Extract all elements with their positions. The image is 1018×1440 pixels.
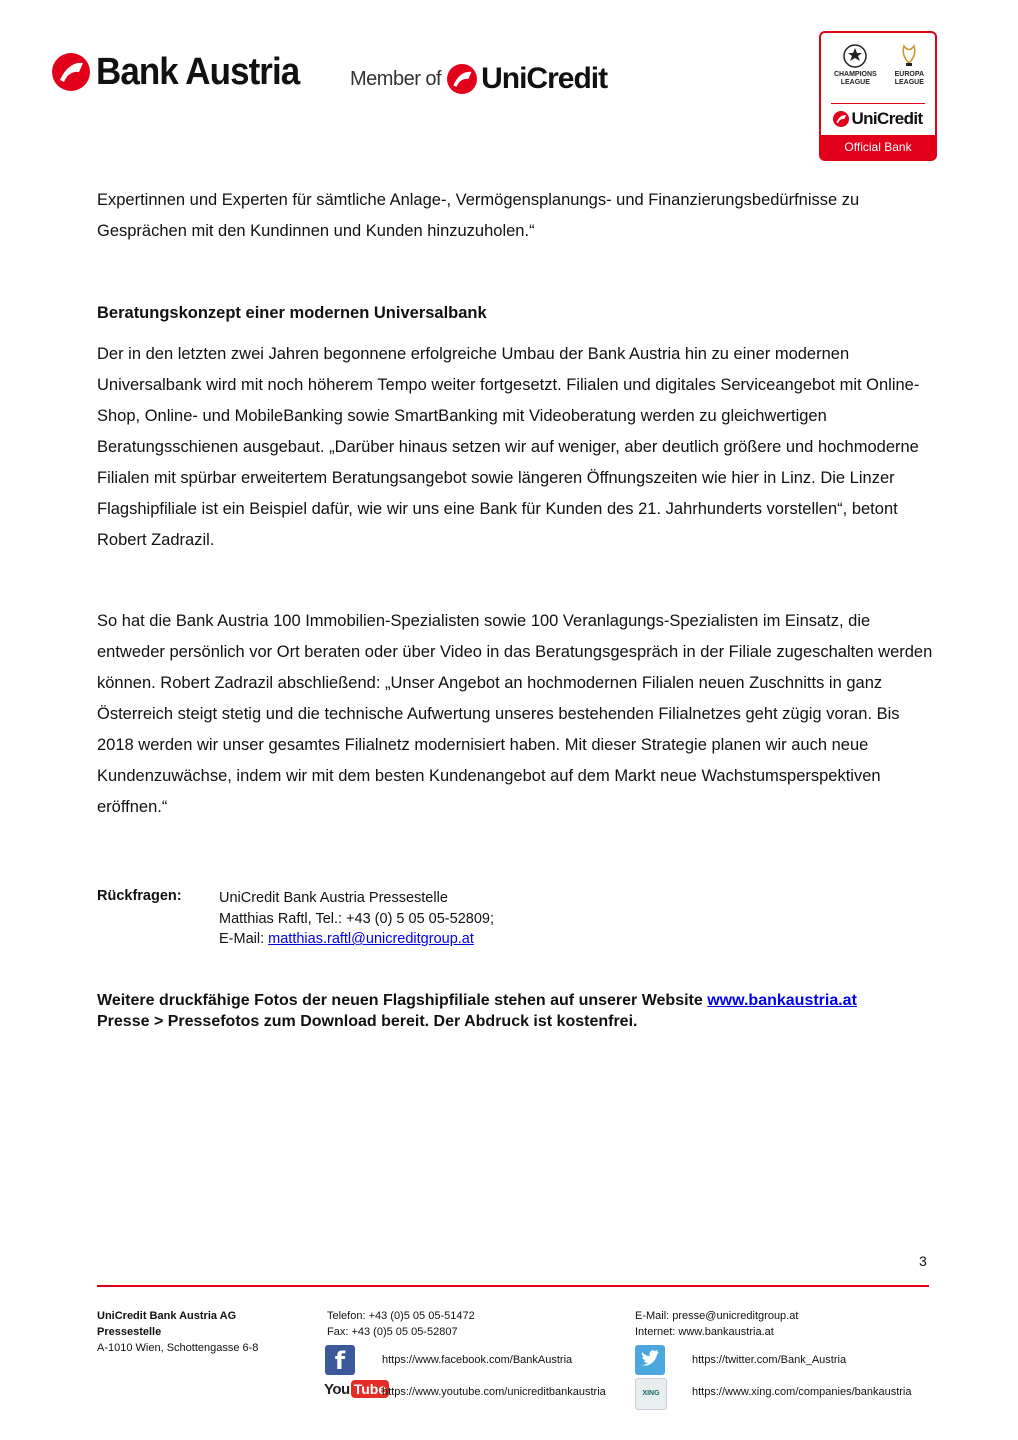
footer-internet: Internet: www.bankaustria.at [635,1326,774,1338]
parent-brand-name: UniCredit [481,62,608,95]
paragraph-specialists: So hat die Bank Austria 100 Immobilien-Spezialisten sowie 100 Veranlagungs-Spezialisten im Einsatz, die entweder persönlich vor Ort beraten oder über Video in das Beratungsgespräch in der Filiale zugeschalten werden können. Robert Zadrazil abschließend: „Unser Angebot an hochmodernen Filialen neuen Zuschnitts in ganz Österreich steigt stetig und die technische Aufwertung unseres bestehenden Filialnetzes geht zügig voran. Bis 2018 werden wir unser gesamtes Filialnetz modernisiert haben. Mit dieser Strategie planen wir auch neue Kundenzuwächse, indem wir mit dem besten Kundenangebot auf dem Markt neue Wachstumsperspektiven eröffnen.“ [97,612,933,816]
badge-footer: Official Bank [821,135,935,159]
contact-label: Rückfragen: [97,888,182,904]
note-text: Presse > Pressefotos zum Download bereit. Der Abdruck ist kostenfrei. [97,1013,638,1030]
page-number: 3 [919,1253,927,1269]
xing-icon[interactable] [635,1378,667,1410]
europa-league-trophy-icon [896,43,922,69]
note-text: Weitere druckfähige Fotos der neuen Flagshipfiliale stehen auf unserer Website [97,992,703,1009]
twitter-icon[interactable] [635,1345,665,1375]
footer-email: E-Mail: presse@unicreditgroup.at [635,1310,799,1322]
footer-dept: Pressestelle [97,1326,162,1338]
xing-link[interactable]: https://www.xing.com/companies/bankaustria [692,1386,912,1398]
footer-fax: Fax: +43 (0)5 05 05-52807 [327,1326,458,1338]
paragraph-concept: Der in den letzten zwei Jahren begonnene erfolgreiche Umbau der Bank Austria hin zu einer modernen Universalbank wird mit noch höherem Tempo weiter fortgesetzt. Filialen und digitales Serviceangebot mit Online-Shop, Online- und MobileBanking sowie SmartBanking mit Videoberatung werden zu gleichwertigen Beratungsschienen ausgebaut. „Darüber hinaus setzen wir auf weniger, aber deutlich größere und hochmoderne Filialen mit spürbar erweitertem Beratungsangebot sowie längeren Öffnungszeiten wie hier in Linz. Die Linzer Flagshipfiliale ist ein Beispiel dafür, wie wir uns eine Bank für Kunden des 21. Jahrhunderts vorstellen“, betont Robert Zadrazil. [97,345,920,549]
unicredit-logo-icon [833,111,849,127]
member-of-text: Member of [350,67,442,90]
footer-phone-block [327,1308,475,1340]
youtube-icon[interactable] [324,1380,389,1398]
section-heading: Beratungskonzept einer modernen Universalbank [97,304,487,322]
league-name: LEAGUE [840,79,870,86]
league-name: EUROPA [894,71,925,78]
youtube-you: You [324,1380,350,1398]
footer-company: UniCredit Bank Austria AG [97,1310,237,1322]
email-prefix: E-Mail: [219,931,265,947]
footer-phone: Telefon: +43 (0)5 05 05-51472 [327,1310,475,1322]
youtube-tube: Tube [351,1380,389,1398]
badge-unicredit [821,109,935,129]
contact-line: Matthias Raftl, Tel.: +43 (0) 5 05 05-52809; [219,910,494,927]
xing-label: XING [642,1390,660,1397]
contact-line: UniCredit Bank Austria Pressestelle [219,890,448,906]
champions-league-logo [834,43,877,87]
badge-divider [831,103,925,104]
facebook-icon[interactable]: f [325,1345,355,1375]
unicredit-logo-icon [447,64,477,94]
champions-league-icon [842,43,868,69]
member-of-unicredit [350,62,607,96]
facebook-link[interactable]: https://www.facebook.com/BankAustria [382,1354,573,1366]
contact-details [219,888,494,950]
europa-league-logo [895,43,924,87]
official-bank-badge [819,31,937,161]
website-link[interactable]: www.bankaustria.at [707,992,857,1009]
twitter-link[interactable]: https://twitter.com/Bank_Austria [692,1354,847,1366]
brand-name: Bank Austria [96,50,300,93]
badge-brand-name: UniCredit [851,109,923,128]
footer-street: A-1010 Wien, Schottengasse 6-8 [97,1342,259,1354]
unicredit-logo-icon [52,53,90,91]
league-name: CHAMPIONS [833,71,877,78]
footer-address [97,1308,258,1356]
download-note [97,990,857,1032]
footer-contact-block [635,1308,798,1340]
contact-email-link[interactable]: matthias.raftl@unicreditgroup.at [268,931,474,947]
footer-rule [97,1285,929,1287]
bank-austria-logo [52,48,317,96]
paragraph-intro: Expertinnen und Experten für sämtliche Anlage-, Vermögensplanungs- und Finanzierungsbedürfnisse zu Gesprächen mit den Kundinnen und Kunden hinzuzuholen.“ [97,191,860,240]
youtube-link[interactable]: https://www.youtube.com/unicreditbankaustria [382,1386,606,1398]
league-name: LEAGUE [894,79,924,86]
contact-email-line [219,929,494,950]
